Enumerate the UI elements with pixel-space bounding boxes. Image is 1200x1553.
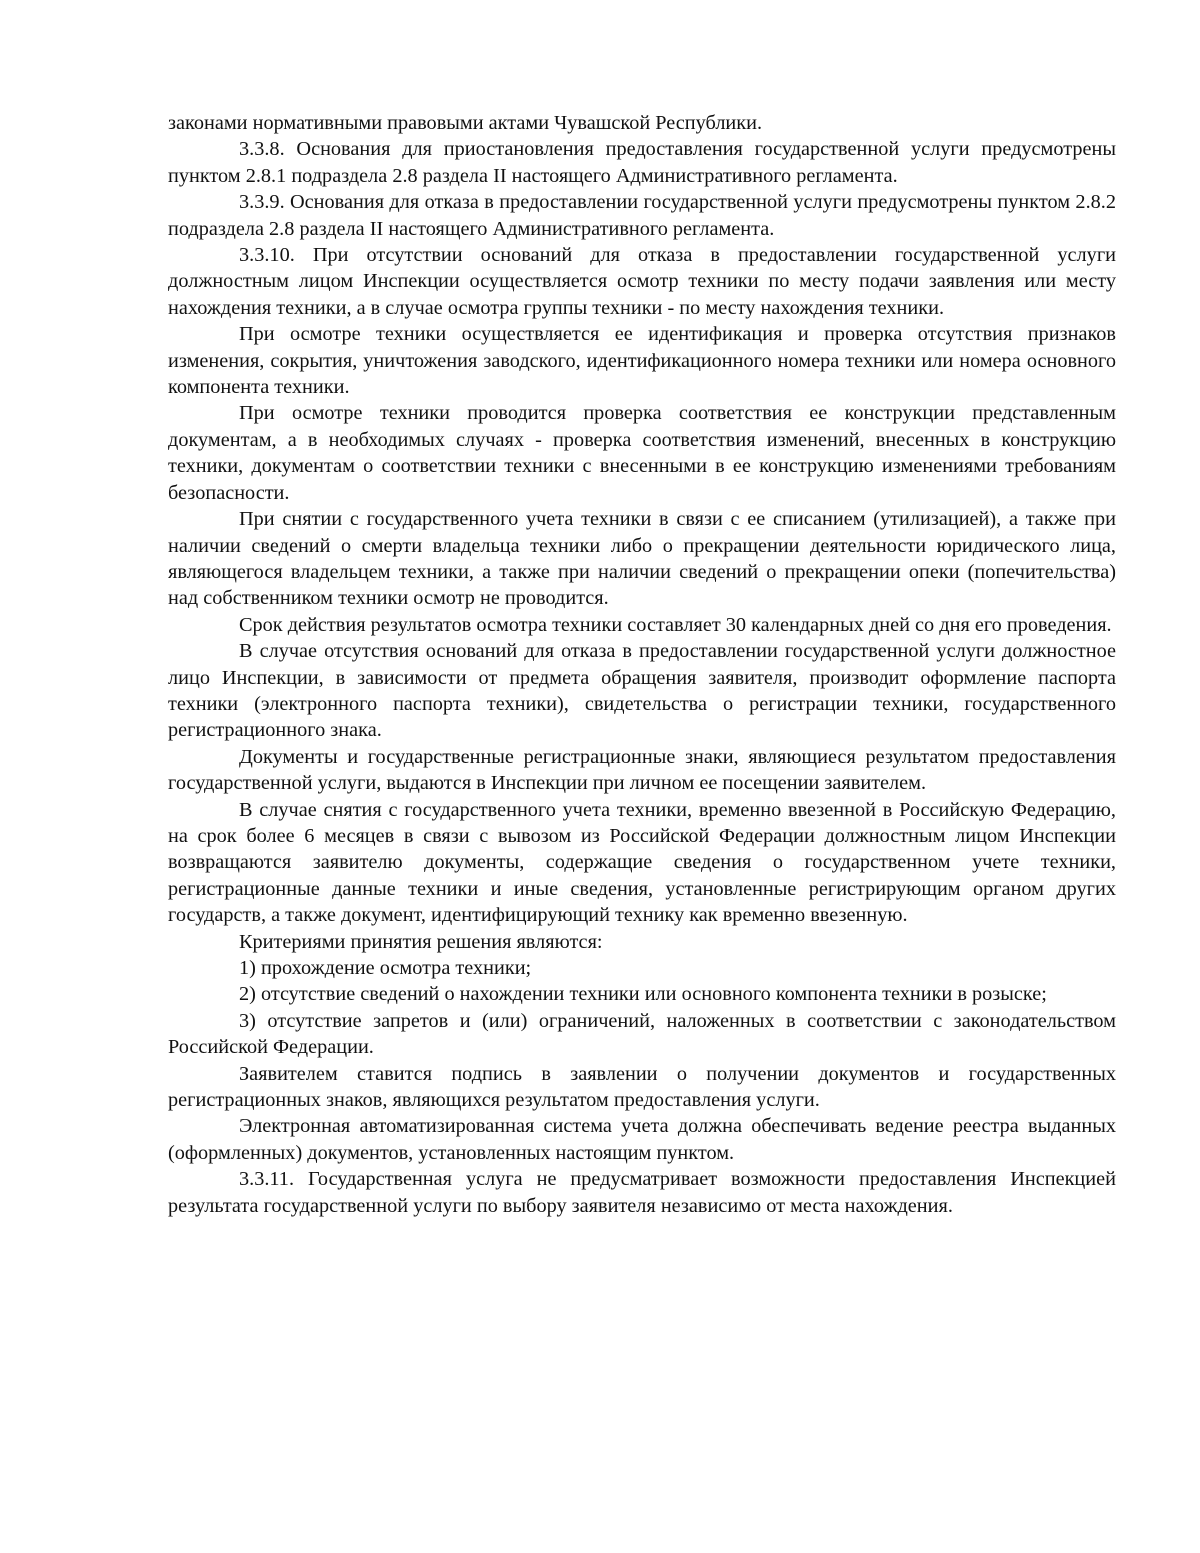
paragraph-documents-delivery: Документы и государственные регистрационные знаки, являющиеся результатом предоставления государственной услуги, выдаются в Инспекции при личном ее посещении заявителем.	[168, 745, 1116, 795]
paragraph-continuation: законами нормативными правовыми актами Чувашской Республики.	[168, 112, 763, 134]
paragraph-inspection-identification: При осмотре техники осуществляется ее идентификация и проверка отсутствия признаков изменения, сокрытия, уничтожения заводского, идентификационного номера техники или номера основного компонента техники.	[168, 323, 1116, 399]
paragraph-3-3-11: 3.3.11. Государственная услуга не предусматривает возможности предоставления Инспекцией результата государственной услуги по выбору заявителя независимо от места нахождения.	[168, 1168, 1116, 1217]
paragraph-document-issuance: В случае отсутствия оснований для отказа в предоставлении государственной услуги должностное лицо Инспекции, в зависимости от предмета обращения заявителя, производит оформление паспорта техники (электронного паспорта техники), свидетельства о регистрации техники, государственного регистрационного знака.	[168, 640, 1116, 742]
paragraph-3-3-10: 3.3.10. При отсутствии оснований для отказа в предоставлении государственной услуги должностным лицом Инспекции осуществляется осмотр техники по месту подачи заявления или месту нахождения техники, а в случае осмотра группы техники - по месту нахождения техники.	[168, 244, 1116, 319]
paragraph-criteria-heading: Критериями принятия решения являются:	[239, 930, 603, 953]
list-item-criterion-2: 2) отсутствие сведений о нахождении техники или основного компонента техники в розыске;	[239, 983, 1047, 1006]
paragraph-3-3-8: 3.3.8. Основания для приостановления предоставления государственной услуги предусмотрены пунктом 2.8.1 подраздела 2.8 раздела II настоящего Административного регламента.	[168, 138, 1116, 187]
list-item-criterion-3: 3) отсутствие запретов и (или) ограничений, наложенных в соответствии с законодательством Российской Федерации.	[168, 1009, 1116, 1059]
paragraph-inspection-validity: Срок действия результатов осмотра техники составляет 30 календарных дней со дня его проведения.	[239, 613, 1112, 636]
paragraph-temporary-import: В случае снятия с государственного учета техники, временно ввезенной в Российскую Федерацию, на срок более 6 месяцев в связи с вывозом из Российской Федерации должностным лицом Инспекции возвращаются заявителю документы, содержащие сведения о государственном учете техники, регистрационные данные техники и иные сведения, установленные регистрирующим органом других государств, а также документ, идентифицирующий технику как временно ввезенную.	[168, 798, 1116, 927]
list-item-criterion-1: 1) прохождение осмотра техники;	[239, 957, 532, 979]
paragraph-inspection-conformity: При осмотре техники проводится проверка соответствия ее конструкции представленным документам, а в необходимых случаях - проверка соответствия изменений, внесенных в конструкцию техники, документам о соответствии техники с внесенными в ее конструкцию изменениями требованиям безопасности.	[168, 402, 1116, 504]
paragraph-applicant-signature: Заявителем ставится подпись в заявлении о получении документов и государственных регистрационных знаков, являющихся результатом предоставления услуги.	[168, 1062, 1116, 1112]
paragraph-electronic-registry: Электронная автоматизированная система учета должна обеспечивать ведение реестра выданных (оформленных) документов, установленных настоящим пунктом.	[168, 1115, 1116, 1164]
document-body	[168, 110, 1116, 1219]
paragraph-3-3-9: 3.3.9. Основания для отказа в предоставлении государственной услуги предусмотрены пунктом 2.8.2 подраздела 2.8 раздела II настоящего Административного регламента.	[168, 191, 1116, 240]
paragraph-deregistration-no-inspection: При снятии с государственного учета техники в связи с ее списанием (утилизацией), а также при наличии сведений о смерти владельца техники либо о прекращении деятельности юридического лица, являющегося владельцем техники, а также при наличии сведений о прекращении опеки (попечительства) над собственником техники осмотр не проводится.	[168, 508, 1116, 610]
